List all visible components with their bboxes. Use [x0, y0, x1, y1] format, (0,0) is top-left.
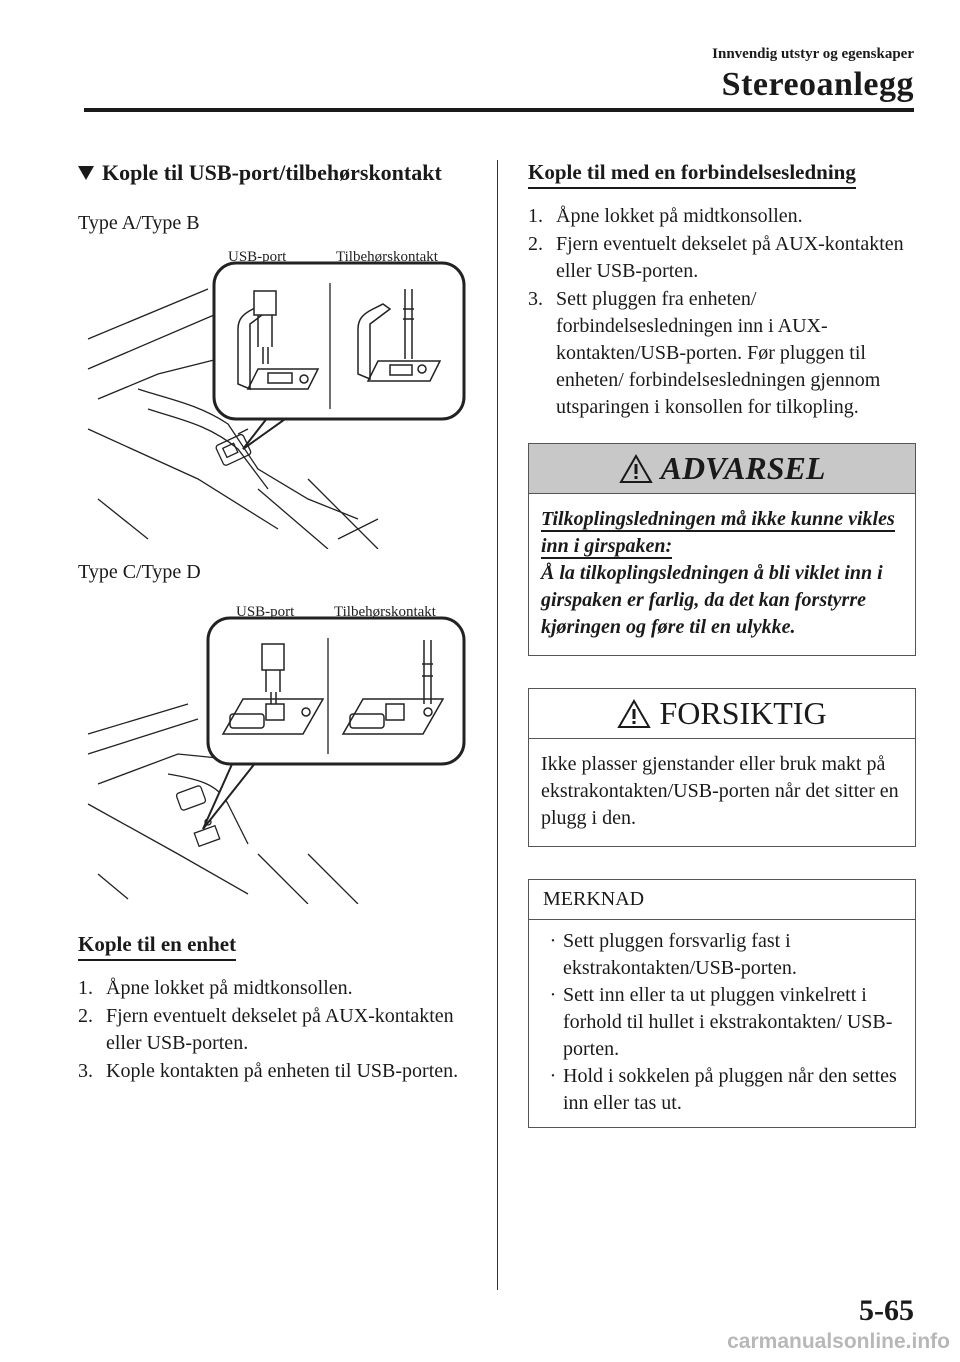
warning-text: Å la tilkoplingsledningen å bli viklet inn i girspaken er farlig, da det kan forstyrre kjøringen og føre til en ulykke. [541, 562, 883, 638]
list-item: 3. Kople kontakten på enheten til USB-porten. [78, 1060, 459, 1082]
list-item: 2. Fjern eventuelt dekselet på AUX-kontakten eller USB-porten. [78, 1005, 454, 1054]
console-illustration-ab [78, 249, 468, 549]
callout-bubble-2 [208, 618, 464, 764]
note-list [529, 920, 915, 1127]
triangle-bullet-icon [78, 166, 94, 180]
caution-title: FORSIKTIG [659, 695, 827, 731]
chapter-subtitle: Innvendig utstyr og egenskaper [712, 46, 914, 62]
figure-type-ab [78, 249, 468, 549]
list-item: · Hold i sokkelen på pluggen når den settes inn eller tas ut. [549, 1065, 897, 1114]
chapter-title: Stereoanlegg [721, 66, 914, 103]
usb-port-label: USB-port [228, 249, 287, 265]
cable-connect-heading: Kople til med en forbindelsesledning [528, 160, 856, 189]
left-column [78, 160, 478, 1086]
warning-emphasis: Tilkoplingsledningen må ikke kunne vikles inn i girspaken: [541, 508, 895, 557]
list-item: · Sett inn eller ta ut pluggen vinkelrett i forhold til hullet i ekstrakontakten/ USB-porten. [549, 984, 893, 1060]
figure-type-cd [78, 604, 468, 904]
connect-device-heading: Kople til en enhet [78, 932, 236, 961]
list-item: · Sett pluggen forsvarlig fast i ekstrakontakten/USB-porten. [549, 930, 797, 979]
usb-port-label-2: USB-port [236, 604, 295, 620]
caution-header [529, 689, 915, 739]
list-item: 3. Sett pluggen fra enheten/ forbindelsesledningen inn i AUX-kontakten/USB-porten. Før pluggen til enheten/ forbindelsesledningen gjennom utsparingen i konsollen for tilkopling. [528, 288, 881, 418]
note-box [528, 879, 916, 1128]
connect-device-steps [78, 975, 478, 1085]
type-ab-label: Type A/Type B [78, 212, 200, 234]
warning-body [529, 494, 915, 655]
type-cd-label: Type C/Type D [78, 561, 201, 583]
caution-box [528, 688, 916, 847]
caution-triangle-icon [617, 699, 651, 729]
aux-port-label: Tilbehørskontakt [336, 249, 438, 265]
cable-connect-steps [528, 203, 916, 421]
note-title: MERKNAD [529, 880, 915, 920]
callout-bubble [214, 263, 464, 419]
header-rule [84, 108, 914, 112]
section-heading [78, 160, 478, 186]
page-number: 5-65 [859, 1294, 914, 1327]
aux-port-label-2: Tilbehørskontakt [334, 604, 436, 620]
list-item: 1. Åpne lokket på midtkonsollen. [78, 977, 353, 999]
watermark: carmanualsonline.info [727, 1330, 950, 1353]
section-heading-text: Kople til USB-port/tilbehørskontakt [102, 160, 442, 185]
list-item: 1. Åpne lokket på midtkonsollen. [528, 205, 803, 227]
caution-body: Ikke plasser gjenstander eller bruk makt på ekstrakontakten/USB-porten når det sitter en plugg i den. [541, 753, 899, 829]
warning-box [528, 443, 916, 656]
warning-header [529, 444, 915, 494]
console-illustration-cd [78, 604, 468, 904]
warning-triangle-icon [619, 454, 653, 484]
list-item: 2. Fjern eventuelt dekselet på AUX-kontakten eller USB-porten. [528, 233, 904, 282]
right-column [528, 160, 916, 1128]
warning-title: ADVARSEL [660, 450, 826, 486]
column-divider [497, 160, 498, 1290]
